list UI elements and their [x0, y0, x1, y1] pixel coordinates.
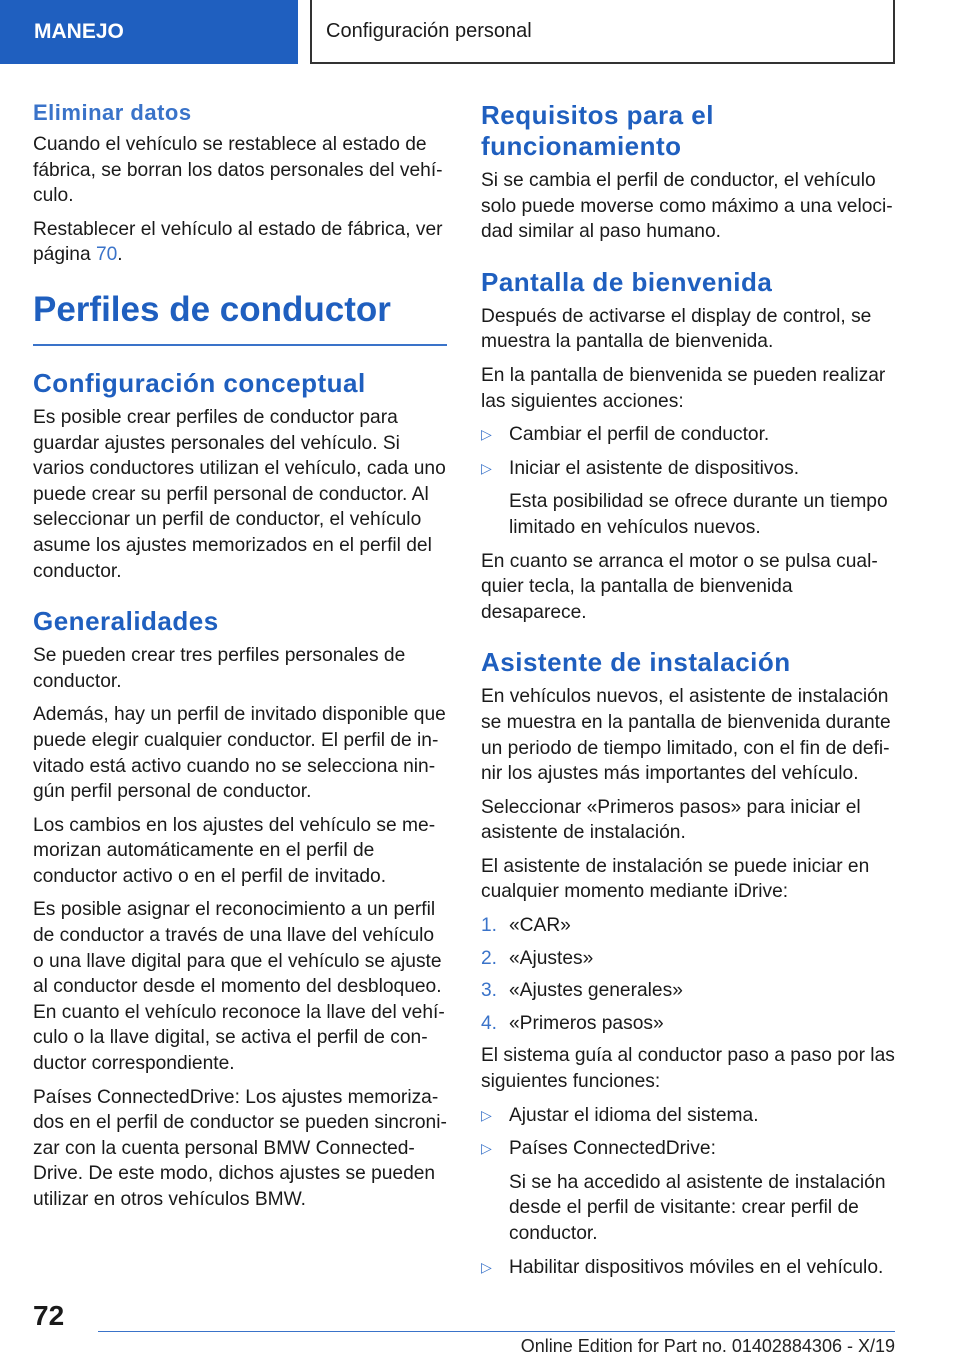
- paragraph: El asistente de instalación se puede iniciar en cualquier momento mediante iDrive:: [481, 855, 870, 903]
- footer-edition: Online Edition for Part no. 01402884306 - X/19: [520, 1336, 895, 1356]
- step-number: 1.: [481, 915, 498, 937]
- paragraph: Seleccionar «Primeros pasos» para iniciar el asistente de instalación.: [481, 796, 861, 844]
- list-item: [481, 456, 895, 482]
- list-item-note: Esta posibilidad se ofrece durante un tiempo limitado en vehículos nuevos.: [509, 491, 888, 538]
- numbered-step: [481, 913, 895, 939]
- step-number: 3.: [481, 980, 498, 1002]
- paragraph: Países ConnectedDrive: Los ajustes memorizados en el perfil de conductor se pueden sincronizar con la cuenta personal BMW ConnectedDrive. De este modo, dichos ajustes se pueden utilizar en otros vehículos BMW.: [33, 1086, 447, 1210]
- header-section-label: MANEJO: [34, 20, 124, 43]
- footer-divider: [98, 1331, 895, 1332]
- right-column: [481, 100, 895, 1288]
- numbered-step: [481, 978, 895, 1004]
- paragraph: Además, hay un perfil de invitado disponible que puede elegir cualquier conductor. El perfil de invitado está activo cuando no se selecciona ningún perfil personal de conductor.: [33, 704, 446, 803]
- heading-generalidades: Generalidades: [33, 606, 219, 637]
- heading-perfiles-de-conductor: Perfiles de conductor: [33, 290, 447, 346]
- list-item-text: Habilitar dispositivos móviles en el vehículo.: [509, 1256, 884, 1278]
- heading-requisitos: Requisitos para el funcionamiento: [481, 100, 714, 161]
- paragraph-with-link: [33, 217, 447, 268]
- paragraph: En cuanto se arranca el motor o se pulsa cualquier tecla, la pantalla de bienvenida desaparece.: [481, 550, 878, 623]
- paragraph-text: Restablecer el vehículo al estado de fábrica, ver página: [33, 218, 443, 266]
- step-text: «Primeros pasos»: [509, 1012, 664, 1034]
- step-number: 2.: [481, 947, 498, 969]
- page-link[interactable]: 70: [95, 244, 118, 266]
- triangle-bullet-icon: ▷: [481, 426, 492, 443]
- left-column: [33, 100, 447, 1221]
- header-chapter-label: Configuración personal: [326, 19, 532, 42]
- paragraph: En la pantalla de bienvenida se pueden realizar las siguientes acciones:: [481, 364, 886, 412]
- paragraph-text: .: [117, 244, 123, 266]
- heading-eliminar-datos: Eliminar datos: [33, 100, 192, 125]
- paragraph: Es posible crear perfiles de conductor para guardar ajustes personales del vehículo. Si varios conductores utilizan el vehículo, cada uno puede crear su perfil personal de conductor. Al seleccionar un perfil de conductor, el vehículo asume los ajustes memorizados en el perfil del conductor.: [33, 406, 446, 582]
- triangle-bullet-icon: ▷: [481, 459, 492, 476]
- step-text: «Ajustes»: [509, 947, 594, 969]
- step-text: «Ajustes generales»: [509, 980, 683, 1002]
- list-item-note: Si se ha accedido al asistente de instalación desde el perfil de visitante: crear perfil de conductor.: [509, 1171, 886, 1244]
- paragraph: Es posible asignar el reconocimiento a un perfil de conductor a través de una llave del vehículo o una llave digital para que el vehículo se ajuste al conductor desde el momento del desbloqueo. En cuanto el vehículo reconoce la llave del vehículo o la llave digital, se activa el perfil de conductor correspondiente.: [33, 899, 445, 1075]
- triangle-bullet-icon: ▷: [481, 1258, 492, 1275]
- list-item-text: Países ConnectedDrive:: [509, 1138, 716, 1160]
- list-item: [481, 1136, 895, 1162]
- paragraph: Cuando el vehículo se restablece al estado de fábrica, se borran los datos personales del vehículo.: [33, 134, 443, 207]
- paragraph: En vehículos nuevos, el asistente de instalación se muestra en la pantalla de bienvenida durante un periodo de tiempo limitado, con el fin de definir los ajustes más importantes del vehículo.: [481, 686, 891, 785]
- paragraph: Después de activarse el display de control, se muestra la pantalla de bienvenida.: [481, 305, 872, 353]
- numbered-step: [481, 946, 895, 972]
- heading-configuracion-conceptual: Configuración conceptual: [33, 367, 366, 398]
- step-text: «CAR»: [509, 915, 571, 937]
- list-item: [481, 1255, 895, 1281]
- list-item: [481, 1103, 895, 1129]
- list-item: [481, 422, 895, 448]
- list-item-text: Cambiar el perfil de conductor.: [509, 424, 770, 446]
- paragraph: El sistema guía al conductor paso a paso por las siguientes funciones:: [481, 1045, 895, 1093]
- paragraph: Si se cambia el perfil de conductor, el vehículo solo puede moverse como máximo a una velocidad similar al paso humano.: [481, 170, 893, 243]
- numbered-step: [481, 1011, 895, 1037]
- header-section-tab: [0, 0, 298, 64]
- paragraph: Se pueden crear tres perfiles personales de conductor.: [33, 645, 406, 692]
- heading-pantalla-de-bienvenida: Pantalla de bienvenida: [481, 266, 773, 297]
- page-number: 72: [33, 1300, 65, 1331]
- header-chapter-box: [310, 0, 895, 64]
- triangle-bullet-icon: ▷: [481, 1140, 492, 1157]
- heading-asistente-de-instalacion: Asistente de instalación: [481, 647, 791, 678]
- step-number: 4.: [481, 1012, 498, 1034]
- paragraph: Los cambios en los ajustes del vehículo se memorizan automáticamente en el perfil de conductor activo o en el perfil de invitado.: [33, 814, 436, 887]
- triangle-bullet-icon: ▷: [481, 1106, 492, 1123]
- list-item-text: Iniciar el asistente de dispositivos.: [509, 457, 800, 479]
- list-item-text: Ajustar el idioma del sistema.: [509, 1104, 759, 1126]
